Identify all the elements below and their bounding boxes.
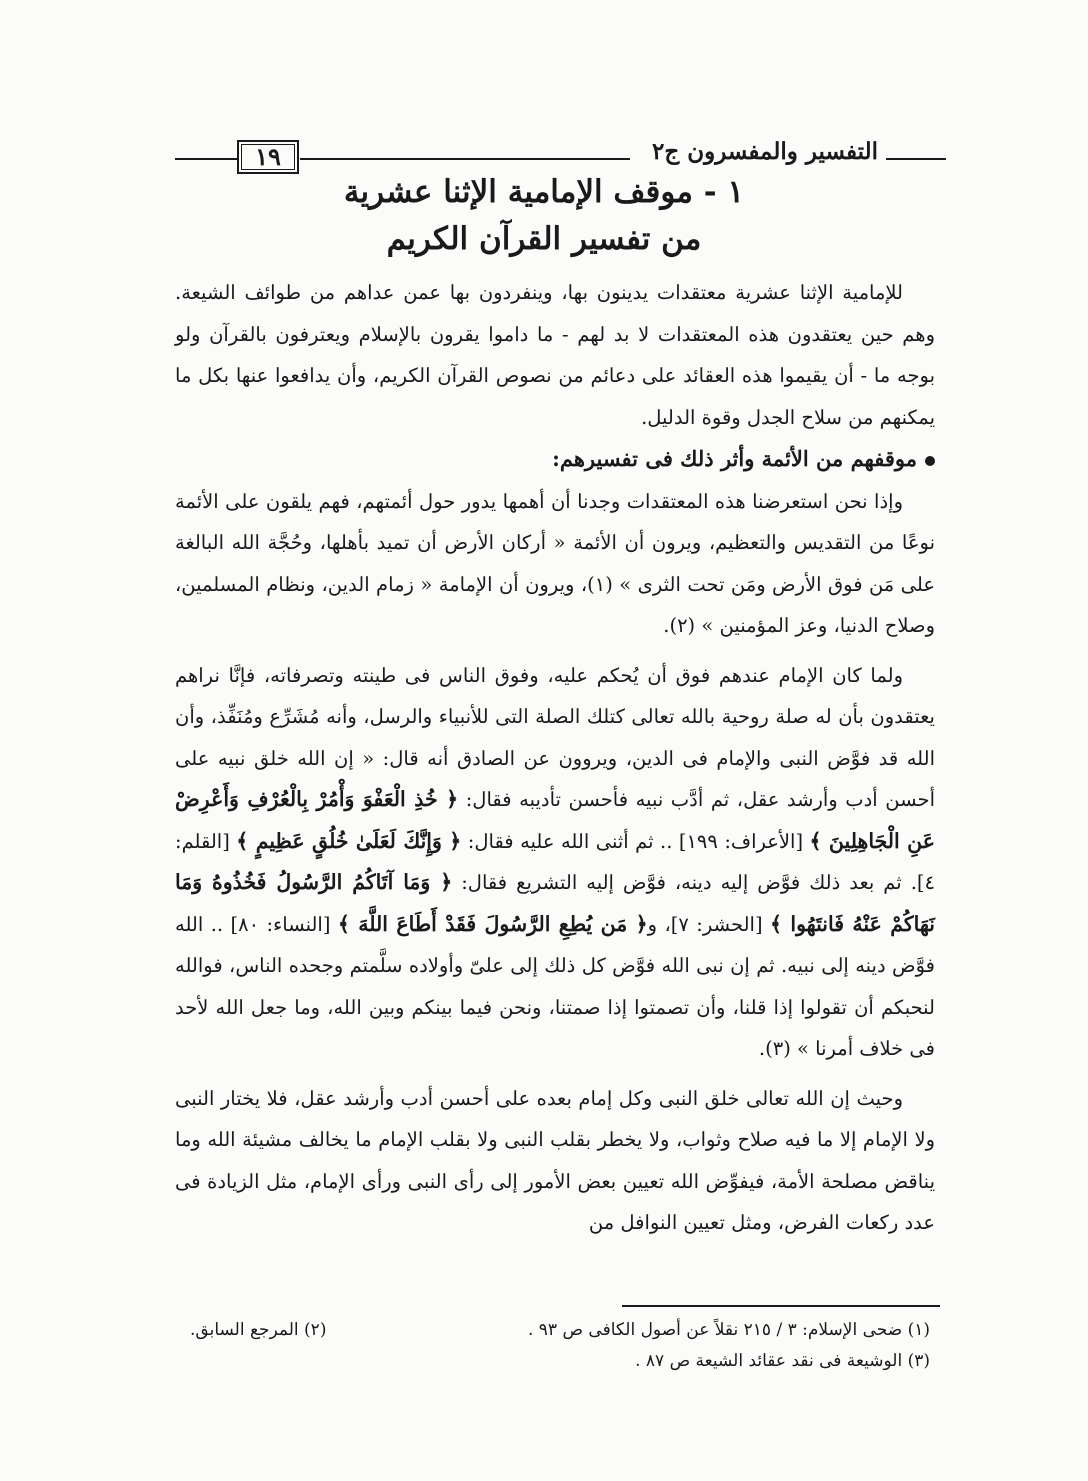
header-rule-right: [886, 158, 946, 160]
section-title-line1: ١ - موقف الإمامية الإثنا عشرية: [343, 174, 745, 210]
running-title: التفسير والمفسرون ج٢: [652, 138, 878, 165]
footnote-3: (٣) الوشيعة فى نقد عقائد الشيعة ص ٨٧ .: [635, 1351, 930, 1371]
footnote-1: (١) ضحى الإسلام: ٣ / ٢١٥ نقلاً عن أصول الكافى ص ٩٣ .: [527, 1320, 930, 1340]
paragraph-3-text-a: ولما كان الإمام عندهم فوق أن يُحكم عليه، وفوق الناس فى طينته وتصرفاته، فإنَّا نراهم يعتقدون بأن له صلة روحية بالله تعالى كتلك الصلة التى للأنبياء والرسل، وأنه مُشَرِّع ومُنَفِّذ، وأن الله قد فوَّض النبى والإمام فى الدين، ويروون عن الصادق أنه قال: « إن الله خلق نبيه على أحسن أدب وأرشد عقل، ثم أدَّب نبيه فأحسن تأديبه فقال:: [175, 663, 935, 811]
paragraph-4: وحيث إن الله تعالى خلق النبى وكل إمام بعده على أحسن أدب وأرشد عقل، فلا يختار النبى ولا الإمام إلا ما فيه صلاح وثواب، ولا يخطر بقلب النبى ولا بقلب الإمام ما يخالف مشيئة الله وما يناقض مصلحة الأمة، فيفوِّض الله تعيين بعض الأمور إلى رأى النبى ورأى الإمام، مثل الزيادة فى عدد ركعات الفرض، ومثل تعيين النوافل من: [175, 1086, 935, 1234]
reference-3: [الحشر: ٧]، و: [647, 912, 770, 936]
paragraph-1: للإمامية الإثنا عشرية معتقدات يدينون بها، وينفردون بها عمن عداهم من طوائف الشيعة. وهم حين يعتقدون هذه المعتقدات لا بد لهم - ما داموا يقرون بالإسلام ويعترفون بالقرآن ولو بوجه ما - أن يقيموا هذه العقائد على دعائم من نصوص القرآن الكريم، وأن يدافعوا عنها بكل ما يمكنهم من سلاح الجدل وقوة الدليل.: [175, 281, 935, 429]
paragraph-2: وإذا نحن استعرضنا هذه المعتقدات وجدنا أن أهمها يدور حول أئمتهم، فهم يلقون على الأئمة نوعًا من التقديس والتعظيم، ويرون أن الأئمة « أركان الأرض أن تميد بأهلها، وحُجَّة الله البالغة على مَن فوق الأرض ومَن تحت الثرى » (١)، ويرون أن الإمامة « زمام الدين، ونظام المسلمين، وصلاح الدنيا، وعز المؤمنين » (٢).: [175, 489, 935, 637]
quran-verse-1: ﴿ خُذِ الْعَفْوَ وَأْمُرْ بِالْعُرْفِ وَأَعْرِضْ عَنِ الْجَاهِلِينَ ﴾: [175, 787, 935, 853]
body-text: [175, 272, 935, 1244]
header-rule-left: [175, 158, 237, 160]
footnote-2: (٢) المرجع السابق.: [190, 1320, 327, 1340]
bullet-icon: [925, 456, 935, 466]
quran-verse-2: ﴿ وَإِنَّكَ لَعَلَىٰ خُلُقٍ عَظِيمٍ ﴾: [236, 828, 462, 853]
section-title-line2: من تفسير القرآن الكريم: [386, 221, 702, 257]
footnote-rule: [622, 1305, 940, 1307]
quran-verse-4: ﴿ مَن يُطِعِ الرَّسُولَ فَقَدْ أَطَاعَ اللَّهَ ﴾: [337, 911, 648, 936]
footnote-row: [190, 1315, 930, 1346]
paragraph-3: [175, 655, 935, 1070]
page-number: ١٩: [237, 140, 299, 174]
quran-verse-3: ﴿ وَمَا آتَاكُمُ الرَّسُولُ فَخُذُوهُ وَمَا نَهَاكُمْ عَنْهُ فَانتَهُوا ﴾: [175, 870, 936, 936]
footnotes: [190, 1315, 930, 1377]
paragraph-3-text-b: [النساء: ٨٠] .. الله فوَّض دينه إلى نبيه. ثم إن نبى الله فوَّض كل ذلك إلى علىّ وأولاده سلَّمتم وجحده الناس، فوالله لنحبكم أن تقولوا إذا قلنا، وأن تصمتوا إذا صمتنا، ونحن فيما بينكم وبين الله، وما جعل الله لأحد فى خلاف أمرنا » (٣).: [175, 912, 935, 1060]
subheading-text: موقفهم من الأئمة وأثر ذلك فى تفسيرهم:: [552, 446, 917, 471]
reference-1: [الأعراف: ١٩٩] .. ثم أثنى الله عليه فقال:: [461, 829, 810, 853]
header-rule-middle: [300, 158, 630, 160]
reference-2: [القلم: ٤]. ثم بعد ذلك فوَّض إليه دينه، فوَّض إليه التشريع فقال:: [175, 829, 935, 894]
subheading: [175, 438, 935, 481]
